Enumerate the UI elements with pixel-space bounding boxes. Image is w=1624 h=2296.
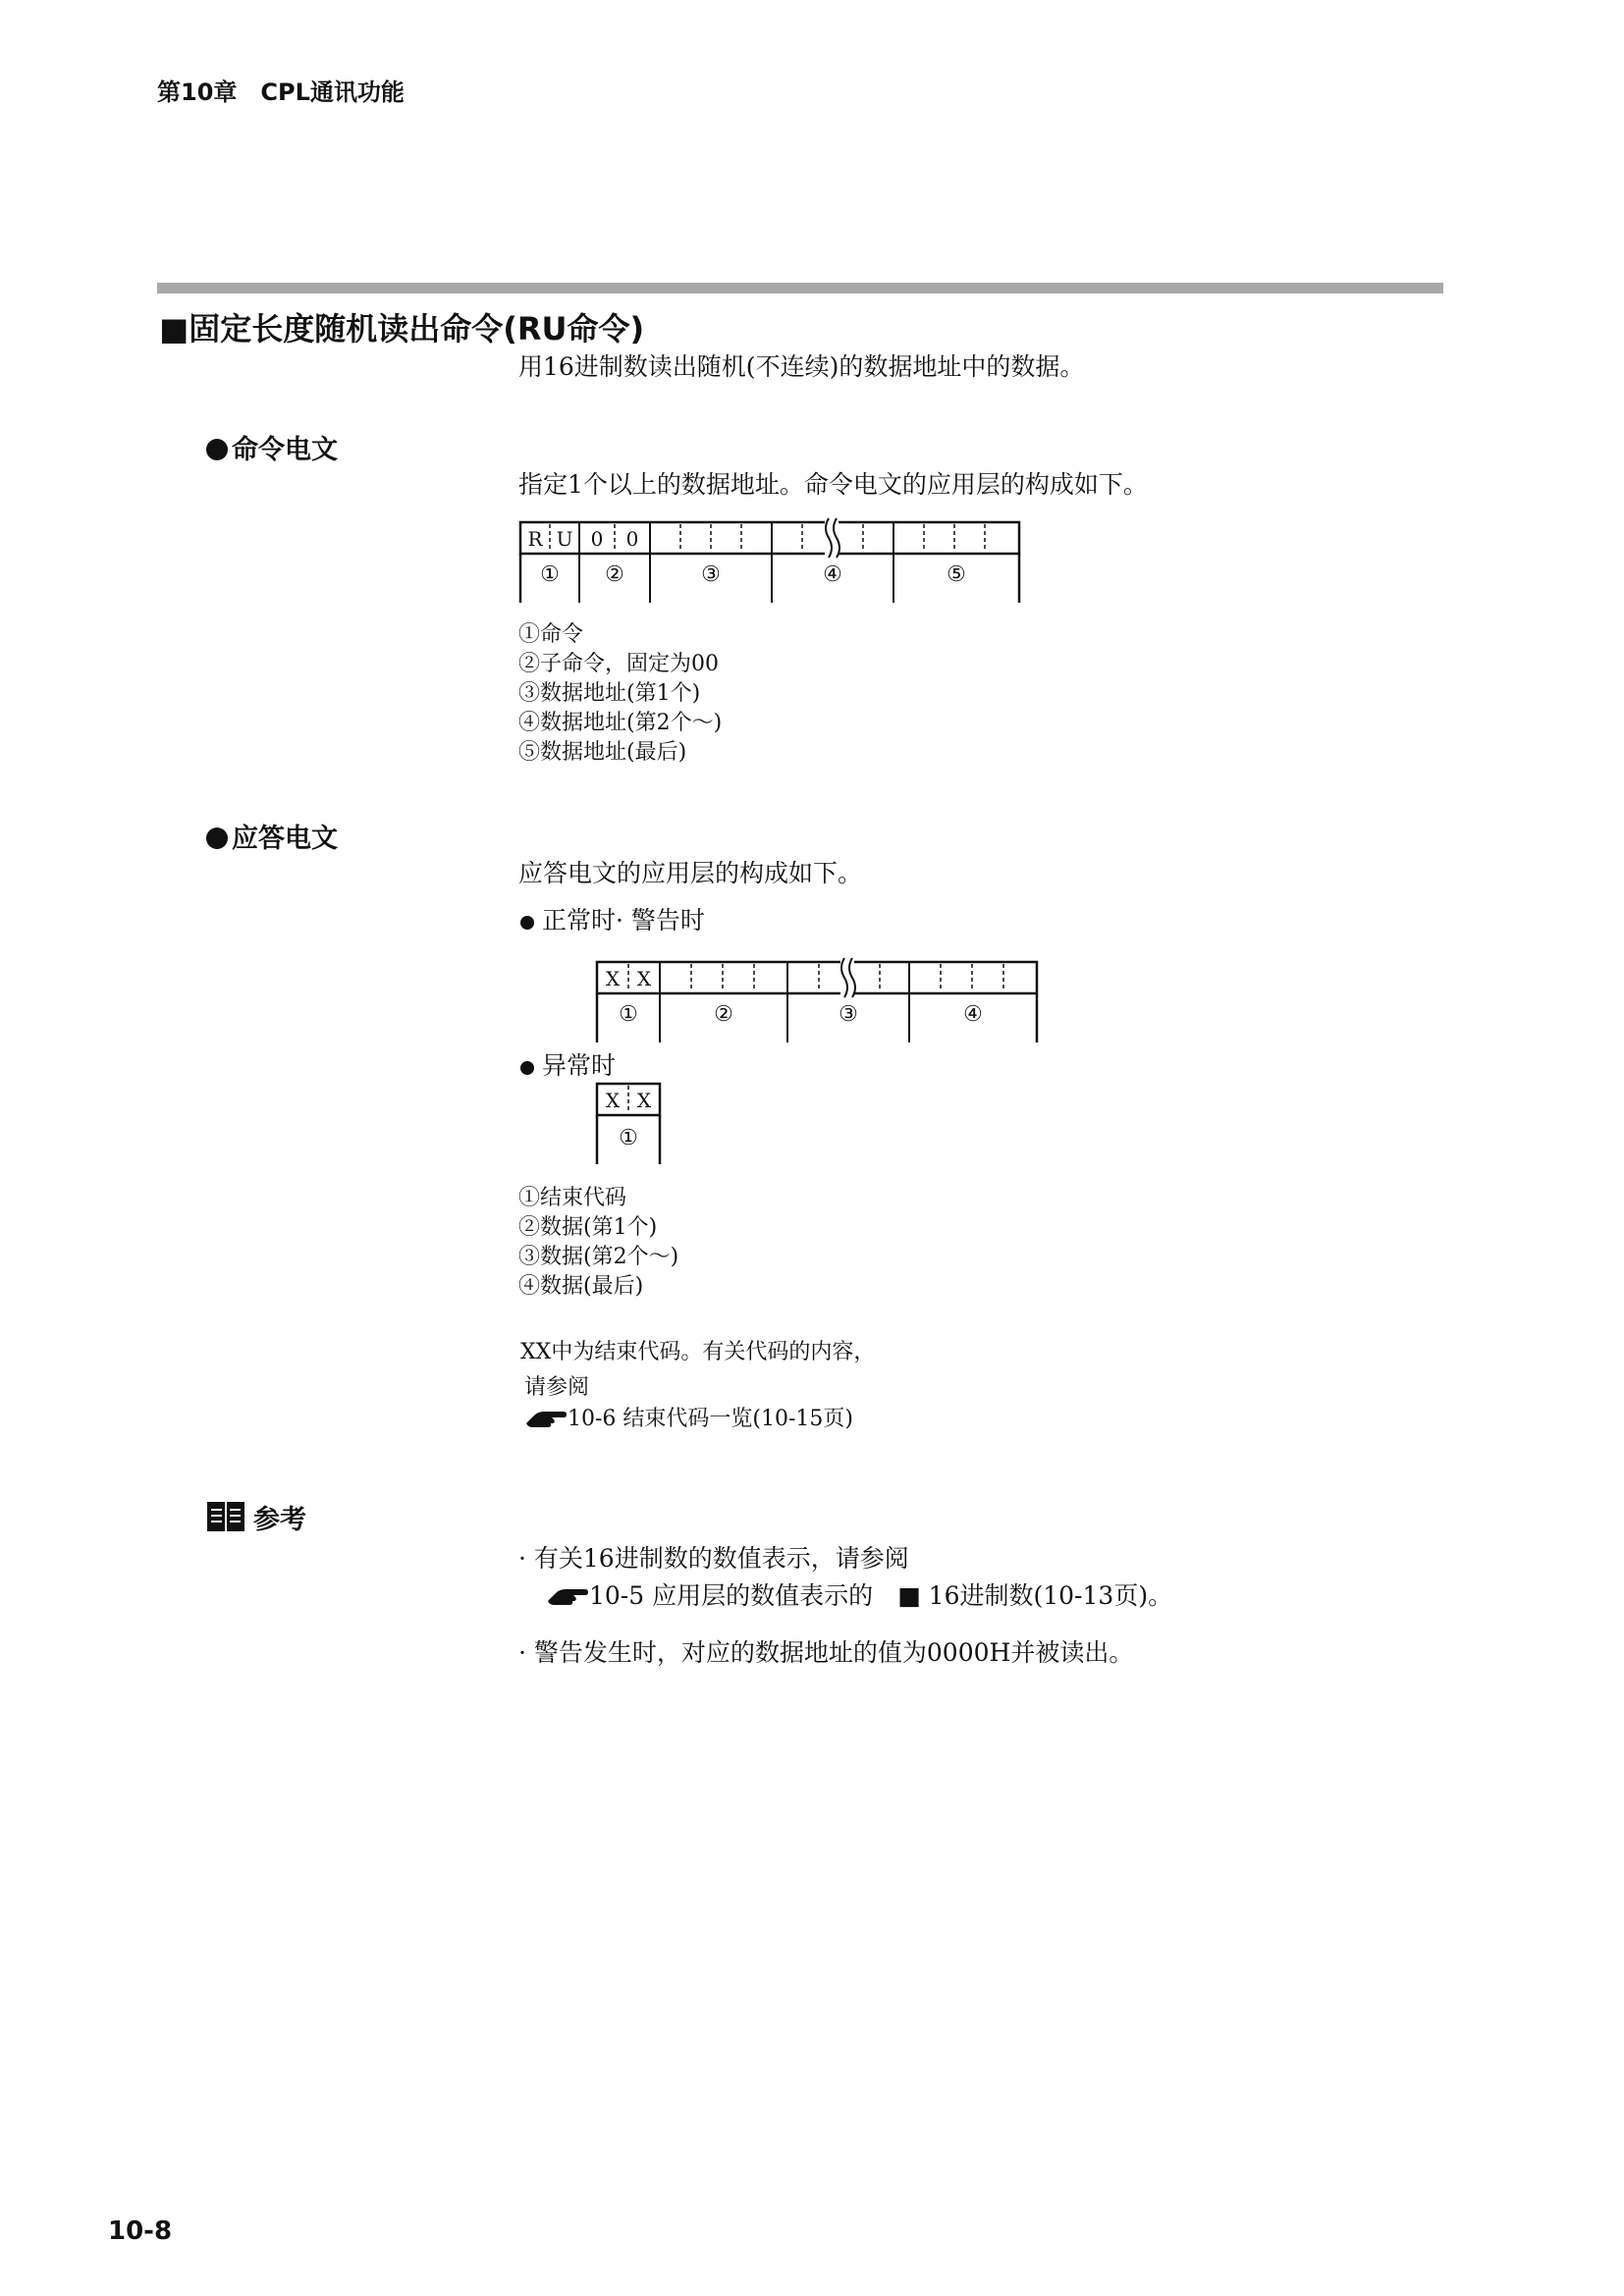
frame-number: ④ <box>963 1002 983 1027</box>
normal-case-label <box>520 901 705 936</box>
frame-char: X <box>636 967 652 990</box>
frame-char: X <box>605 967 621 990</box>
bullet-dot-icon <box>206 439 228 460</box>
pointing-hand-icon <box>546 1583 589 1609</box>
response-note: XX中为结束代码。有关代码的内容， <box>520 1340 876 1364</box>
command-message-title: 命令电文 <box>232 435 338 465</box>
frame-number: ④ <box>823 562 842 587</box>
response-note-reference[interactable] <box>524 1402 853 1432</box>
bullet-dot-icon <box>520 916 534 930</box>
legend-item: ②数据(第1个) <box>518 1215 658 1240</box>
frame-number: ① <box>619 1126 638 1150</box>
frame-number: ③ <box>839 1002 858 1027</box>
error-case-label <box>520 1046 616 1082</box>
bullet-dot-icon <box>520 1061 534 1075</box>
legend-item: ④数据地址(第2个～) <box>518 711 723 735</box>
command-legend <box>518 620 722 768</box>
chapter-header: 第10章 CPL通讯功能 <box>157 79 405 106</box>
legend-item: ①结束代码 <box>518 1186 627 1210</box>
legend-item: ①命令 <box>518 622 584 647</box>
legend-item: ④数据(最后) <box>518 1274 644 1299</box>
reference-bullet-2: · 警告发生时，对应的数据地址的值为0000H并被读出。 <box>518 1638 1134 1667</box>
frame-char: 0 <box>590 527 604 551</box>
frame-char: R <box>527 527 543 551</box>
frame-char: X <box>636 1089 652 1112</box>
response-message-title: 应答电文 <box>232 824 338 854</box>
reference-heading <box>206 1498 306 1536</box>
response-error-frame-diagram <box>595 1080 674 1168</box>
response-normal-frame-diagram <box>595 958 1047 1044</box>
command-message-description: 指定1个以上的数据地址。命令电文的应用层的构成如下。 <box>518 470 1148 499</box>
response-note-see: 请参阅 <box>524 1375 590 1400</box>
frame-number: ② <box>714 1002 733 1027</box>
bullet-dot-icon <box>206 828 228 849</box>
command-message-heading <box>206 428 338 466</box>
response-note-reference-text: 10-6 结束代码一览(10-15页) <box>568 1407 854 1431</box>
section-title: ■固定长度随机读出命令(RU命令) <box>159 310 645 347</box>
frame-number: ① <box>619 1002 638 1027</box>
error-case-text: 异常时 <box>542 1051 617 1080</box>
frame-number: ③ <box>701 562 721 587</box>
command-frame-diagram <box>518 518 1029 607</box>
frame-char: X <box>605 1089 621 1112</box>
section-intro: 用16进制数读出随机(不连续)的数据地址中的数据。 <box>518 352 1085 381</box>
reference-bullet-1: · 有关16进制数的数值表示，请参阅 <box>518 1544 909 1573</box>
frame-number: ② <box>605 562 624 587</box>
normal-case-text: 正常时· 警告时 <box>542 906 705 934</box>
legend-item: ③数据地址(第1个) <box>518 681 701 706</box>
frame-number: ① <box>540 562 560 587</box>
legend-item: ③数据(第2个～) <box>518 1245 679 1269</box>
reference-bullet-1-link-text: 10-5 应用层的数值表示的 ■ 16进制数(10-13页)。 <box>589 1581 1173 1610</box>
response-legend <box>518 1184 678 1302</box>
reference-title: 参考 <box>253 1505 306 1535</box>
frame-char: U <box>556 527 573 551</box>
legend-item: ⑤数据地址(最后) <box>518 740 687 765</box>
legend-item: ②子命令，固定为00 <box>518 652 719 676</box>
response-message-heading <box>206 817 338 855</box>
response-message-description: 应答电文的应用层的构成如下。 <box>518 859 863 887</box>
book-icon <box>206 1500 245 1533</box>
frame-number: ⑤ <box>947 562 966 587</box>
reference-bullet-1-link[interactable] <box>546 1576 1172 1612</box>
frame-char: 0 <box>625 527 639 551</box>
page-number: 10-8 <box>108 2216 173 2246</box>
section-divider <box>157 283 1443 294</box>
pointing-hand-icon <box>524 1406 568 1431</box>
